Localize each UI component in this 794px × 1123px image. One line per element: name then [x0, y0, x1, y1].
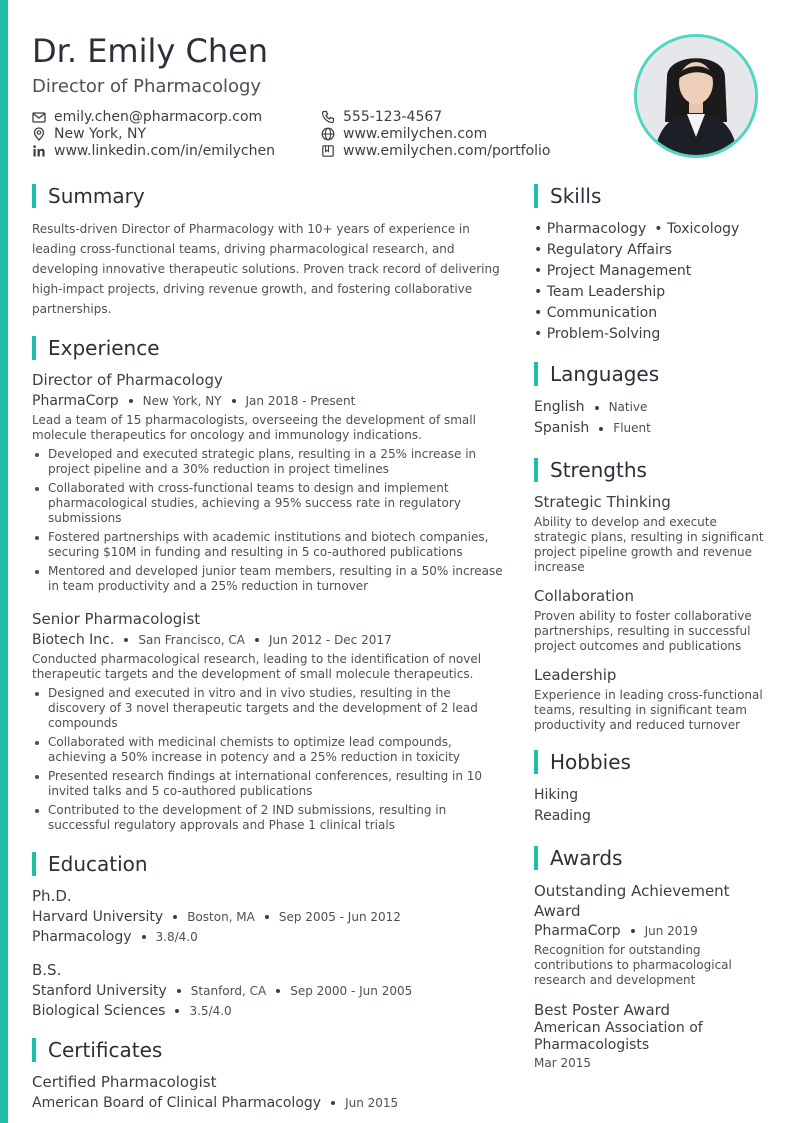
portfolio-text: www.emilychen.com/portfolio: [343, 142, 551, 159]
summary-heading: Summary: [32, 183, 507, 209]
location-pin-icon: [32, 127, 46, 141]
degree: Ph.D.: [32, 887, 72, 905]
contact-phone[interactable]: [321, 108, 442, 125]
globe-icon: [321, 127, 335, 141]
separator-dot: [175, 1009, 179, 1013]
education-meta: [32, 983, 507, 999]
profile-photo: [634, 34, 758, 158]
field-of-study: Pharmacology: [32, 929, 132, 945]
language-item: [534, 397, 766, 418]
experience-entry: [32, 371, 507, 594]
website-text: www.emilychen.com: [343, 125, 488, 142]
strengths-heading: Strengths: [534, 457, 766, 483]
skill-item: • Team Leadership: [534, 284, 666, 300]
education-entry: [32, 887, 507, 945]
job-bullets: [32, 447, 507, 594]
left-column: [32, 183, 507, 1111]
contact-email[interactable]: [32, 108, 262, 125]
separator-dot: [232, 399, 236, 403]
strength-name: Strategic Thinking: [534, 493, 671, 511]
strength-description: Proven ability to foster collaborative partnerships, resulting in successful project outcomes and publications: [534, 609, 752, 653]
language-level: Fluent: [613, 421, 651, 435]
skills-heading: Skills: [534, 183, 766, 209]
separator-dot: [599, 427, 603, 431]
award-date: Mar 2015: [534, 1056, 591, 1070]
strength-item: [534, 587, 766, 654]
certificate-entry: [32, 1073, 507, 1111]
bullet-item: Designed and executed in vitro and in vivo studies, resulting in the discovery of 3 novel therapeutic targets and the development of 2 lead compounds: [32, 686, 507, 731]
bullet-item: Collaborated with medicinal chemists to optimize lead compounds, achieving a 50% increase in potency and a 25% reduction in toxicity: [32, 735, 507, 765]
separator-dot: [631, 929, 635, 933]
award-date: Jun 2019: [644, 924, 698, 938]
job-meta: [32, 632, 507, 648]
mail-icon: [32, 110, 46, 124]
skill-item: • Toxicology: [654, 221, 740, 237]
experience-heading: Experience: [32, 335, 507, 361]
education-meta: [32, 909, 507, 925]
contact-linkedin[interactable]: [32, 142, 275, 159]
strength-description: Ability to develop and execute strategic plans, resulting in significant project pipeline growth and revenue increase: [534, 515, 764, 574]
strength-name: Collaboration: [534, 587, 634, 605]
summary-text: Results-driven Director of Pharmacology with 10+ years of experience in leading cross-functional teams, driving pharmacological research, and developing innovative therapeutic solutions. Proven track record of delivering high-impact projects, driving revenue growth, and fostering collaborative partnerships.: [32, 222, 500, 316]
portrait-image: [637, 37, 755, 155]
education-dates: Sep 2005 - Jun 2012: [278, 910, 401, 924]
strength-item: [534, 493, 766, 575]
education-field-row: [32, 929, 507, 945]
hobby-item: Hiking: [534, 787, 579, 803]
language-name: Spanish: [534, 420, 590, 436]
bullet-item: Contributed to the development of 2 IND submissions, resulting in successful regulatory approvals and Phase 1 clinical trials: [32, 803, 507, 833]
phone-icon: [321, 110, 335, 124]
bullet-item: Fostered partnerships with academic institutions and biotech companies, securing $10M in funding and resulting in 5 co-authored publications: [32, 530, 507, 560]
strength-description: Experience in leading cross-functional teams, resulting in significant team productivity and reduced turnover: [534, 688, 763, 732]
education-entry: [32, 961, 507, 1019]
school-location: Stanford, CA: [190, 984, 267, 998]
education-heading: Education: [32, 851, 507, 877]
job-title: Director of Pharmacology: [32, 371, 223, 389]
award-issuer: PharmaCorp: [534, 923, 621, 939]
languages-heading: Languages: [534, 361, 766, 387]
contact-website[interactable]: [321, 125, 487, 142]
education-dates: Sep 2000 - Jun 2005: [290, 984, 413, 998]
bullet-item: Presented research findings at international conferences, resulting in 10 invited talks and 5 co-authored publications: [32, 769, 507, 799]
language-name: English: [534, 399, 585, 415]
languages-list: [534, 397, 766, 439]
job-bullets: [32, 686, 507, 833]
language-level: Native: [608, 400, 648, 414]
skill-item: • Project Management: [534, 263, 692, 279]
separator-dot: [142, 935, 146, 939]
hobbies-heading: Hobbies: [534, 749, 766, 775]
skills-list: [534, 219, 766, 345]
field-of-study: Biological Sciences: [32, 1003, 166, 1019]
awards-heading: Awards: [534, 845, 766, 871]
skill-item: • Regulatory Affairs: [534, 242, 672, 258]
gpa: 3.8/4.0: [155, 930, 198, 944]
school: Harvard University: [32, 909, 164, 925]
job-meta: [32, 393, 507, 409]
separator-dot: [173, 915, 177, 919]
award-issuer: American Association of Pharmacologists: [534, 1020, 703, 1053]
award-item: [534, 1000, 766, 1070]
school-location: Boston, MA: [187, 910, 255, 924]
candidate-name: Dr. Emily Chen: [32, 32, 269, 70]
award-item: [534, 881, 766, 988]
job-company: Biotech Inc.: [32, 632, 115, 648]
accent-bar: [0, 0, 8, 1123]
experience-entry: [32, 610, 507, 833]
strength-name: Leadership: [534, 666, 617, 684]
certificate-date: Jun 2015: [345, 1096, 399, 1110]
skill-item: • Communication: [534, 305, 658, 321]
skill-item: • Pharmacology: [534, 221, 647, 237]
job-location: San Francisco, CA: [138, 633, 245, 647]
bullet-item: Mentored and developed junior team members, resulting in a 50% increase in team productivity and a 25% reduction in turnover: [32, 564, 507, 594]
job-location: New York, NY: [142, 394, 222, 408]
gpa: 3.5/4.0: [189, 1004, 232, 1018]
language-item: [534, 418, 766, 439]
linkedin-icon: [32, 144, 46, 158]
job-dates: Jan 2018 - Present: [245, 394, 356, 408]
phone-text: 555-123-4567: [343, 108, 443, 125]
certificate-name: Certified Pharmacologist: [32, 1073, 217, 1091]
separator-dot: [177, 989, 181, 993]
certificate-issuer: American Board of Clinical Pharmacology: [32, 1095, 322, 1111]
hobby-item: Reading: [534, 808, 591, 824]
contact-location: [32, 125, 146, 142]
separator-dot: [255, 638, 259, 642]
separator-dot: [595, 406, 599, 410]
job-description: Conducted pharmacological research, leading to the identification of novel therapeutic targets and the development of small molecule therapeutics.: [32, 652, 482, 681]
award-meta: [534, 923, 766, 939]
award-description: Recognition for outstanding contributions to pharmacological research and development: [534, 943, 732, 987]
degree: B.S.: [32, 961, 62, 979]
job-title: Senior Pharmacologist: [32, 610, 201, 628]
job-description: Lead a team of 15 pharmacologists, overseeing the development of small molecule therapeutics for oncology and immunology indications.: [32, 413, 476, 442]
education-field-row: [32, 1003, 507, 1019]
certificates-heading: Certificates: [32, 1037, 507, 1063]
separator-dot: [124, 638, 128, 642]
bullet-item: Collaborated with cross-functional teams to design and implement pharmacological studies, achieving a 95% success rate in regulatory submissions: [32, 481, 507, 526]
separator-dot: [129, 399, 133, 403]
hobbies-list: [534, 785, 766, 827]
contact-portfolio[interactable]: [321, 142, 551, 159]
job-dates: Jun 2012 - Dec 2017: [269, 633, 392, 647]
email-text: emily.chen@pharmacorp.com: [54, 108, 263, 125]
separator-dot: [276, 989, 280, 993]
strength-item: [534, 666, 766, 733]
award-name: Best Poster Award: [534, 1001, 671, 1019]
candidate-role: Director of Pharmacology: [32, 76, 262, 97]
skills-row: [534, 219, 766, 240]
award-name: Outstanding Achievement Award: [534, 882, 730, 920]
separator-dot: [331, 1101, 335, 1105]
separator-dot: [265, 915, 269, 919]
linkedin-text: www.linkedin.com/in/emilychen: [54, 142, 275, 159]
bullet-item: Developed and executed strategic plans, resulting in a 25% increase in project pipeline and a 30% reduction in project timelines: [32, 447, 507, 477]
location-text: New York, NY: [54, 125, 147, 142]
bookmark-icon: [321, 144, 335, 158]
school: Stanford University: [32, 983, 167, 999]
job-company: PharmaCorp: [32, 393, 119, 409]
right-column: [534, 183, 766, 1070]
certificate-meta: [32, 1095, 507, 1111]
skill-item: • Problem-Solving: [534, 326, 661, 342]
